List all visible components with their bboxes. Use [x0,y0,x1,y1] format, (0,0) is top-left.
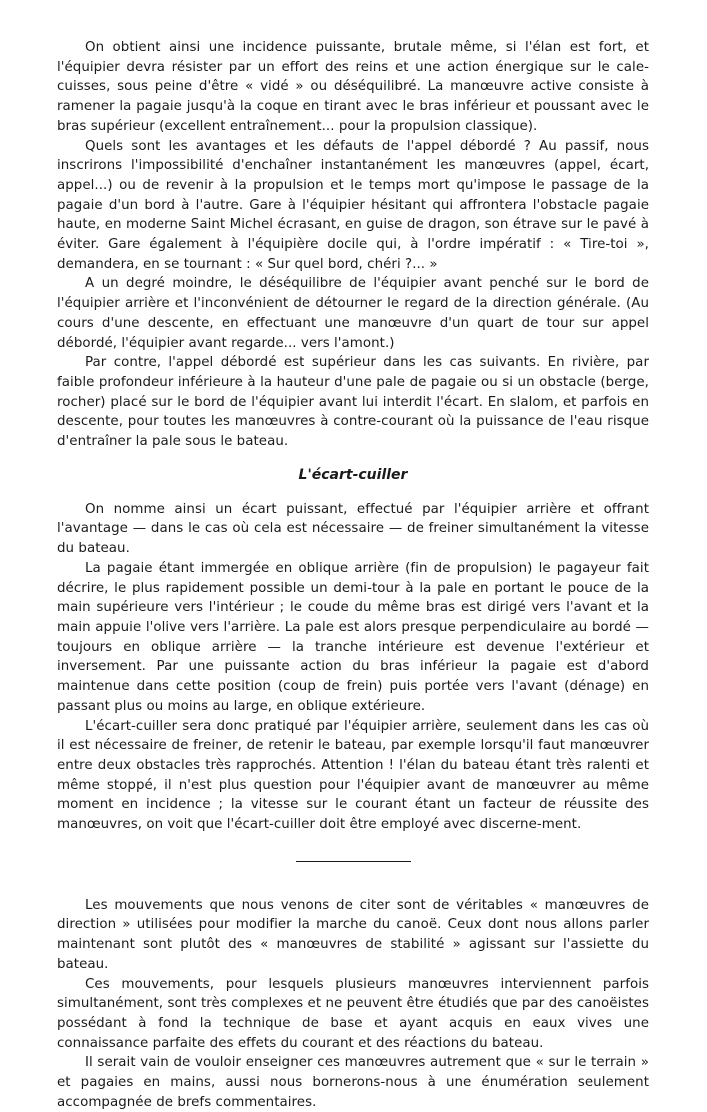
paragraph: A un degré moindre, le déséquilibre de l'équipier avant penché sur le bord de l'équipier arrière et l'inconvénient de détourner le regard de la direction générale. (Au cours d'une descente, en effectuant une manœuvre d'un quart de tour sur appel débordé, l'équipier avant regarde... vers l'amont.) [57,276,649,351]
paragraph: Quels sont les avantages et les défauts de l'appel débordé ? Au passif, nous inscrirons l'impossibilité d'enchaîner instantanément les manœuvres (appel, écart, appel...) ou de revenir à la propulsion et le temps mort qu'impose le passage de la pagaie d'un bord à l'autre. Gare à l'équipier hésitant qui affrontera l'obstacle pagaie haute, en moderne Saint Michel écrasant, en guise de dragon, son étrave sur le pavé à éviter. Gare également à l'équipière docile qui, à l'ordre impératif : « Tire-toi », demandera, en se tournant : « Sur quel bord, chéri ?... » [57,138,649,272]
paragraph: Ces mouvements, pour lesquels plusieurs manœuvres interviennent parfois simultanément, sont très complexes et ne peuvent être étudiés que par des canoëistes possédant à fond la technique de base et ayant acquis en eaux vives une connaissance parfaite des effets du courant et des réactions du bateau. [57,976,649,1051]
section-heading: L'écart-cuiller [298,466,408,483]
page-text-column [57,38,649,1112]
section-ecart-cuiller [57,465,649,835]
section-appel-deborde [57,38,649,452]
paragraph: Les mouvements que nous venons de citer sont de véritables « manœuvres de direction » utilisées pour modifier la marche du canoë. Ceux dont nous allons parler maintenant sont plutôt des « manœuvres de stabilité » agissant sur l'assiette du bateau. [57,897,649,972]
paragraph: L'écart-cuiller sera donc pratiqué par l'équipier arrière, seulement dans les cas où il est nécessaire de freiner, de retenir le bateau, par exemple lorsqu'il faut manœuvrer entre deux obstacles très rapprochés. Attention ! l'élan du bateau étant très ralenti et même stoppé, il n'est plus question pour l'équipier avant de manœuvrer au même moment en incidence ; la vitesse sur le courant étant un facteur de réussite des manœuvres, on voit que l'écart-cuiller doit être employé avec discerne-ment. [57,718,649,833]
paragraph: On obtient ainsi une incidence puissante, brutale même, si l'élan est fort, et l'équipier devra résister par un effort des reins et une action énergique sur le cale-cuisses, sous peine d'être « vidé » ou déséquilibré. La manœuvre active consiste à ramener la pagaie jusqu'à la coque en tirant avec le bras inférieur et poussant avec le bras supérieur (excellent entraînement... pour la propulsion classique). [57,40,649,134]
paragraph: Par contre, l'appel débordé est supérieur dans les cas suivants. En rivière, par faible profondeur inférieure à la hauteur d'une pale de pagaie ou si un obstacle (berge, rocher) placé sur le bord de l'équipier avant lui interdit l'écart. En slalom, et parfois en descente, pour toutes les manœuvres à contre-courant où la puissance de l'eau risque d'entraîner la pale sous le bateau. [57,355,649,450]
paragraph: On nomme ainsi un écart puissant, effectué par l'équipier arrière et offrant l'avantage — dans le cas où cela est nécessaire — de freiner simultanément la vitesse du bateau. [57,501,649,557]
paragraph: La pagaie étant immergée en oblique arrière (fin de propulsion) le pagayeur fait décrire, le plus rapidement possible un demi-tour à la pale en portant le pouce de la main supérieure vers l'intérieur ; le coude du même bras est dirigé vers l'avant et la main appuie l'olive vers l'arrière. La pale est alors presque perpendiculaire au bordé — toujours en oblique arrière — la tranche intérieure est devenue l'extérieur et inversement. Par une puissante action du bras inférieur la pagaie est d'abord maintenue dans cette position (coup de frein) puis portée vers l'avant (dénage) en passant plus ou moins au large, en oblique extérieure. [57,560,649,714]
section-divider [296,861,411,862]
section-manoeuvres-stabilite [57,896,649,1112]
paragraph: Il serait vain de vouloir enseigner ces manœuvres autrement que « sur le terrain » et pagaies en mains, aussi nous bornerons-nous à une énumération seulement accompagnée de brefs commentaires. [57,1055,649,1110]
